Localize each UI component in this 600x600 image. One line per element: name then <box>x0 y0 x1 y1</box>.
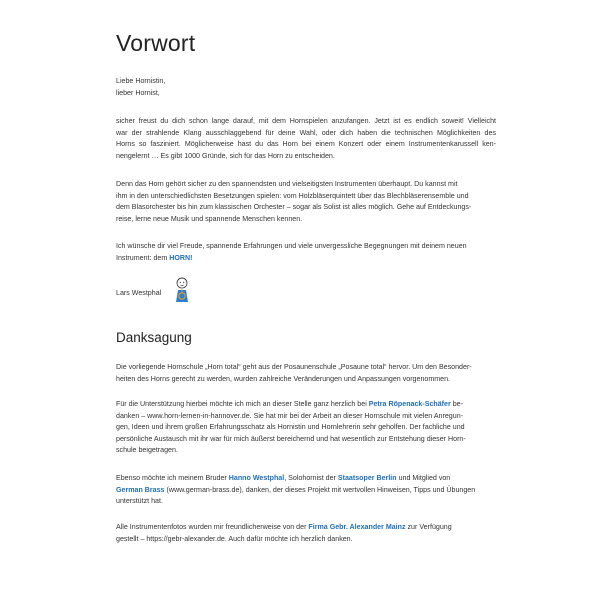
text-segment: be- <box>450 400 463 408</box>
greeting <box>116 76 496 99</box>
page-title: Vorwort <box>116 30 196 56</box>
text-segment: Instrument: dem <box>116 253 170 262</box>
text-segment: , Solohornist der <box>284 474 338 482</box>
text-line: Ich wünsche dir viel Freude, spannende Erfahrungen und viele unvergessliche Begegnungen mit deinem neuen <box>116 242 467 250</box>
text-line: gen, Ideen und ihrem großen Erfahrungsschatz als Hornistin und Hornlehrerin sehr geholfen. Der fachliche und <box>116 423 465 432</box>
text-line: sicher freust du dich schon lange darauf, mit dem Hornspielen anzufangen. Jetzt ist es endlich soweit! Vielleicht <box>116 117 496 125</box>
text-line: gestellt – https://gebr-alexander.de. Auch dafür möchte ich herzlich danken. <box>116 534 353 543</box>
greeting-line: Liebe Hornistin, <box>116 77 166 85</box>
text-line: unterstützt hat. <box>116 497 163 506</box>
signature: Lars Westphal <box>116 289 162 297</box>
text-line: war der strahlende Klang ausschlaggebend für deine Wahl, oder dich haben die technischen Möglichkeiten des <box>116 128 496 137</box>
hornist-figure-icon <box>172 276 192 304</box>
highlight-name: Hanno Westphal <box>228 474 285 482</box>
vorwort-paragraph-2 <box>116 179 496 225</box>
vorwort-paragraph-3 <box>116 241 496 264</box>
danksagung-paragraph-4 <box>116 522 496 545</box>
text-line: persönliche Austausch mit ihr war für mich äußerst bereichernd und hat wesentlich zur Entstehung dieser Horn- <box>116 434 466 443</box>
text-line: Horns so fasziniert. Möglicherweise hast du das Horn bei einem Konzert oder einem Instrumentenkarussell ken- <box>116 140 496 149</box>
text-line <box>116 522 496 534</box>
text-line <box>116 473 496 485</box>
text-line: danken – www.horn-lernen-in-hannover.de. Sie hat mir bei der Arbeit an dieser Hornschule mit vielen Anregun- <box>116 411 463 420</box>
section-title: Danksagung <box>116 330 192 345</box>
danksagung-paragraph-3 <box>116 473 496 508</box>
greeting-line: lieber Hornist, <box>116 88 160 97</box>
vorwort-paragraph-1 <box>116 116 496 162</box>
text-line: dem Blasorchester bis hin zum klassischen Orchester – sogar als Solist ist alles möglich. Gehe auf Entdeckungs- <box>116 203 472 212</box>
highlight-organization: Firma Gebr. Alexander Mainz <box>308 523 406 531</box>
danksagung-paragraph-2 <box>116 399 496 457</box>
text-segment: zur Verfügung <box>405 523 452 531</box>
highlight-organization: Staatsoper Berlin <box>337 474 397 482</box>
text-segment: Alle Instrumentenfotos wurden mir freundlicherweise von der <box>116 523 309 531</box>
text-line: heiten des Horns gerecht zu werden, wurden zahlreiche Veränderungen und Anpassungen vorgenommen. <box>116 374 451 383</box>
text-line: ihm in den unterschiedlichsten Besetzungen spielen: vom Holzbläserquintett über das Blechbläserensemble und <box>116 191 469 200</box>
text-line <box>116 485 496 497</box>
text-segment: (www.german-brass.de), danken, der dieses Projekt mit wertvollen Hinweisen, Tipps und Übungen <box>164 485 476 494</box>
text-line <box>116 253 496 265</box>
danksagung-paragraph-1 <box>116 362 496 385</box>
text-segment: Für die Unterstützung hierbei möchte ich mich an dieser Stelle ganz herzlich bei <box>116 400 369 408</box>
text-line: schule beigetragen. <box>116 446 178 455</box>
text-line: Die vorliegende Hornschule „Horn total“ geht aus der Posaunenschule „Posaune total“ hervor. Um den Besonder- <box>116 363 472 371</box>
text-segment: Ebenso möchte ich meinem Bruder <box>116 474 229 482</box>
highlight-horn: HORN! <box>169 253 193 262</box>
text-line <box>116 399 496 411</box>
text-line: nengelernt … Es gibt 1000 Gründe, sich für das Horn zu entscheiden. <box>116 151 335 160</box>
highlight-name: Petra Röpenack-Schäfer <box>368 400 451 408</box>
text-line: reise, lerne neue Musik und spannende Menschen kennen. <box>116 214 303 223</box>
text-line: Denn das Horn gehört sicher zu den spannendsten und vielseitigsten Instrumenten überhaupt. Du kannst mit <box>116 180 458 188</box>
text-segment: und Mitglied von <box>396 474 451 482</box>
highlight-organization: German Brass <box>116 485 165 494</box>
